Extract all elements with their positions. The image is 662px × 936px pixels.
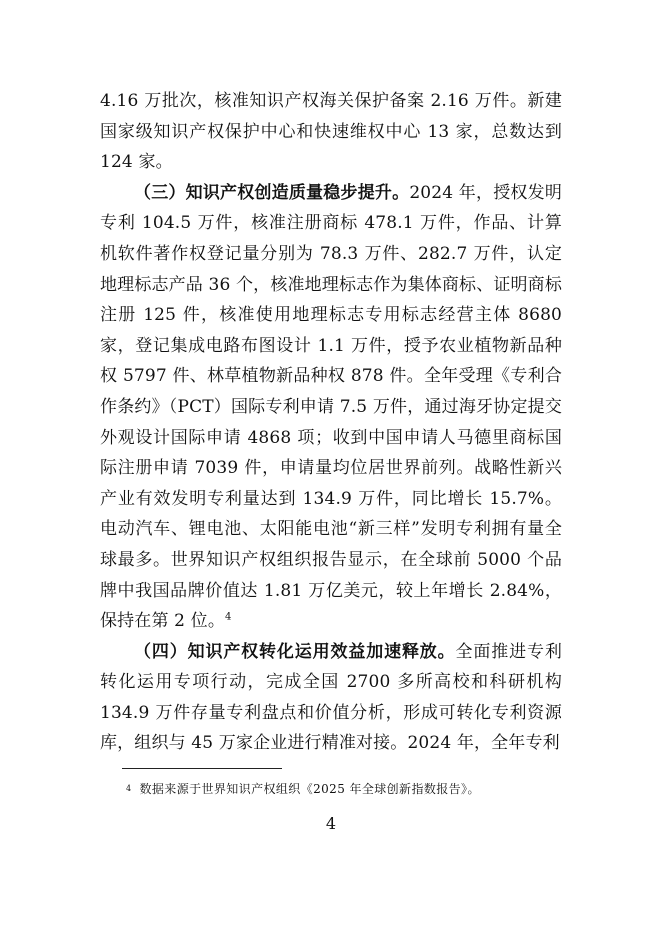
footnote-marker: 4 (126, 784, 132, 793)
paragraph-1-text: 4.16 万批次，核准知识产权海关保护备案 2.16 万件。新建国家级知识产权保护中心和快速维权中心 13 家，总数达到 124 家。 (100, 91, 562, 173)
section-heading-3: （三）知识产权创造质量稳步提升。 (134, 182, 410, 203)
section-heading-4: （四）知识产权转化运用效益加速释放。 (134, 641, 456, 662)
paragraph-2 (100, 178, 562, 637)
page-number: 4 (325, 814, 337, 833)
paragraph-2-text: 2024 年，授权发明专利 104.5 万件，核准注册商标 478.1 万件，作品、计算机软件著作权登记量分别为 78.3 万件、282.7 万件，认定地理标志产品 36 个，核准地理标志作为集体商标、证明商标注册 125 件，核准使用地理标志专用标志经营主体 8680 家，登记集成电路布图设计 1.1 万件，授予农业植物新品种权 5797 件、林草植物新品种权 878 件。全年受理《专利合作条约》（PCT）国际专利申请 7.5 万件，通过海牙协定提交外观设计国际申请 4868 项；收到中国申请人马德里商标国际注册申请 7039 件，申请量均位居世界前列。战略性新兴产业有效发明专利量达到 134.9 万件，同比增长 15.7%。电动汽车、锂电池、太阳能电池“新三样”发明专利拥有量全球最多。世界知识产权组织报告显示，在全球前 5000 个品牌中我国品牌价值达 1.81 万亿美元，较上年增长 2.84%，保持在第 2 位。 (100, 182, 562, 632)
body-text (100, 86, 562, 759)
footnote-divider (122, 768, 282, 769)
footnote-text: 数据来源于世界知识产权组织《2025 年全球创新指数报告》。 (139, 782, 480, 796)
paragraph-1 (100, 86, 562, 178)
footnote-reference-4: 4 (224, 611, 232, 623)
footnote (126, 781, 546, 797)
paragraph-3 (100, 637, 562, 759)
paragraph-3-text: 全面推进专利转化运用专项行动，完成全国 2700 多所高校和科研机构 134.9 万件存量专利盘点和价值分析，形成可转化专利资源库，组织与 45 万家企业进行精准对接。2024 年，全年专利 (100, 641, 562, 754)
